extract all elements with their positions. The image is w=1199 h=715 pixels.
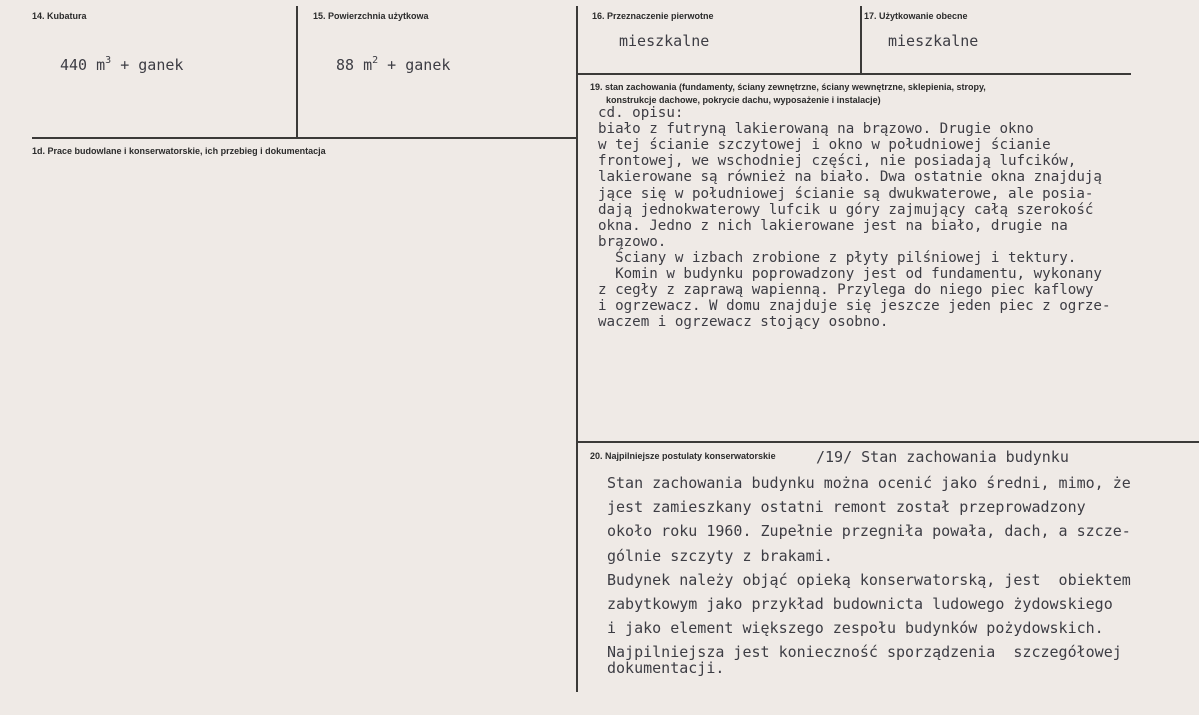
postulaty-line: zabytkowym jako przykład budownicta ludowego żydowskiego bbox=[607, 595, 1113, 613]
stan-line: i ogrzewacz. W domu znajduje się jeszcze jeden piec z ogrze- bbox=[598, 298, 1111, 315]
postulaty-line: Budynek należy objąć opieką konserwatorską, jest obiektem bbox=[607, 570, 1131, 589]
grid-line bbox=[32, 137, 577, 139]
field-label-powierzchnia: 15. Powierzchnia użytkowa bbox=[313, 11, 429, 21]
grid-line bbox=[578, 441, 1199, 443]
stan-line: dają jednokwaterowy lufcik u góry zajmujący całą szerokość bbox=[598, 201, 1094, 218]
field-value-powierzchnia: 88 $m^2$ + ganek bbox=[336, 55, 451, 74]
stan-line: cd. opisu: bbox=[598, 105, 684, 121]
postulaty-line: około roku 1960. Zupełnie przegniła powała, dach, a szcze- bbox=[607, 522, 1131, 541]
field-value-przeznaczenie: mieszkalne bbox=[619, 32, 710, 50]
postulaty-heading: /19/ Stan zachowania budynku bbox=[816, 448, 1069, 466]
stan-line: biało z futryną lakierowaną na brązowo. Drugie okno bbox=[598, 121, 1034, 138]
field-label-przeznaczenie: 16. Przeznaczenie pierwotne bbox=[592, 11, 714, 21]
field-label-stan-line1: 19. stan zachowania (fundamenty, ściany zewnętrzne, ściany wewnętrzne, sklepienia, stropy, bbox=[590, 82, 986, 92]
field-label-prace: 1d. Prace budowlane i konserwatorskie, ich przebieg i dokumentacja bbox=[32, 146, 326, 156]
grid-line bbox=[296, 6, 298, 138]
stan-line: w tej ścianie szczytowej i okno w południowej ścianie bbox=[598, 137, 1051, 154]
stan-line: Ściany w izbach zrobione z płyty pilśniowej i tektury. bbox=[598, 249, 1077, 266]
grid-line bbox=[576, 6, 578, 692]
stan-line: frontowej, we wschodniej części, nie posiadają lufcików, bbox=[598, 153, 1077, 170]
postulaty-line: jest zamieszkany ostatni remont został przeprowadzony bbox=[607, 498, 1086, 517]
stan-line: brązowo. bbox=[598, 233, 667, 250]
postulaty-line: Stan zachowania budynku można ocenić jako średni, mimo, że bbox=[607, 474, 1131, 492]
stan-line: lakierowane są również na biało. Dwa ostatnie okna znajdują bbox=[598, 169, 1102, 186]
grid-line bbox=[860, 6, 862, 73]
field-label-stan-line2: konstrukcje dachowe, pokrycie dachu, wyposażenie i instalacje) bbox=[606, 95, 881, 105]
field-value-uzytkowanie: mieszkalne bbox=[888, 32, 979, 50]
stan-line: jące się w południowej ścianie są dwukwaterowe, ale posia- bbox=[598, 185, 1094, 202]
postulaty-line: Najpilniejsza jest konieczność sporządzenia szczegółowej bbox=[607, 643, 1122, 662]
field-value-kubatura: 440 $m^3$ + ganek bbox=[60, 55, 184, 74]
field-label-uzytkowanie: 17. Użytkowanie obecne bbox=[864, 11, 968, 21]
grid-line bbox=[576, 73, 1131, 75]
postulaty-line: dokumentacji. bbox=[607, 659, 725, 677]
stan-line: waczem i ogrzewacz stojący osobno. bbox=[598, 314, 889, 331]
field-label-postulaty: 20. Najpilniejsze postulaty konserwatorskie bbox=[590, 451, 776, 461]
stan-line: z cegły z zaprawą wapienną. Przylega do niego piec kaflowy bbox=[598, 282, 1094, 299]
stan-line: okna. Jedno z nich lakierowane jest na biało, drugie na bbox=[598, 217, 1068, 234]
field-label-kubatura: 14. Kubatura bbox=[32, 11, 87, 21]
postulaty-line: i jako element większego zespołu budynków pożydowskich. bbox=[607, 619, 1104, 638]
cut-off-top-text bbox=[400, 0, 1100, 4]
postulaty-line: gólnie szczyty z brakami. bbox=[607, 546, 833, 565]
stan-line: Komin w budynku poprowadzony jest od fundamentu, wykonany bbox=[598, 266, 1102, 282]
